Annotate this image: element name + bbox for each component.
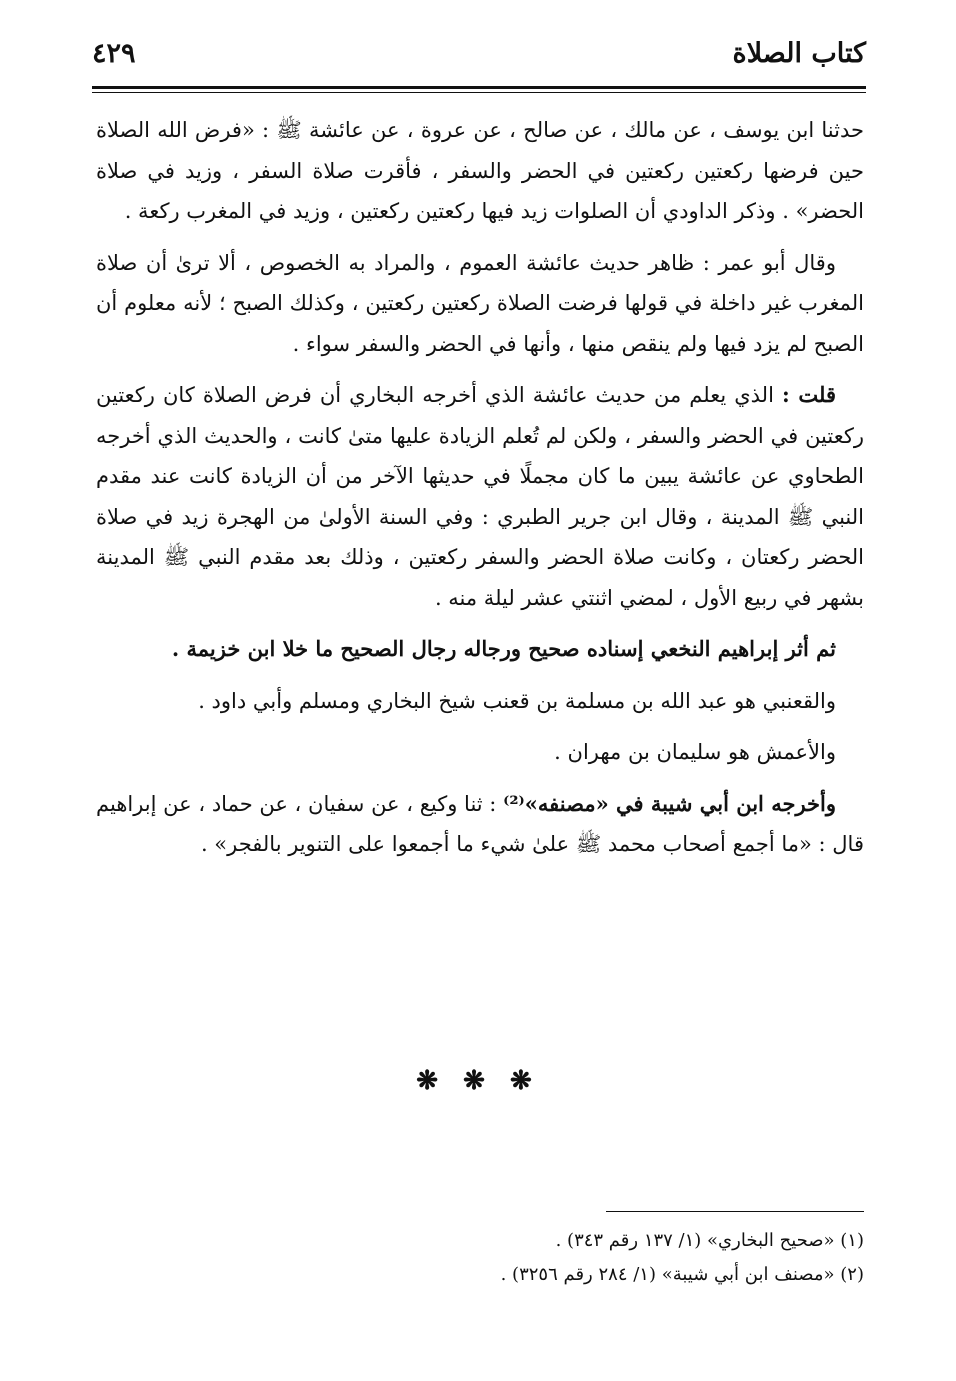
page-header <box>92 38 866 82</box>
running-title: كتاب الصلاة <box>732 38 866 69</box>
paragraph-6: والأعمش هو سليمان بن مهران . <box>554 740 836 764</box>
footnote-rule <box>606 1211 864 1212</box>
paragraph-7-text: : ثنا وكيع ، عن سفيان ، عن حماد ، عن إبراهيم قال : «ما أجمع أصحاب محمد ﷺ علىٰ شيء ما أجمعوا على التنوير بالفجر» . <box>96 791 864 856</box>
main-text <box>96 110 864 876</box>
page-number: ٤٢٩ <box>92 38 136 69</box>
header-rule <box>92 86 866 89</box>
paragraph-2: وقال أبو عمر : ظاهر حديث عائشة العموم ، والمراد به الخصوص ، ألا ترىٰ أن صلاة المغرب غير داخلة في قولها فرضت الصلاة ركعتين ركعتين ، وكذلك الصبح ؛ لأنه معلوم أن الصبح لم يزد فيها ولم ينقص منها ، وأنها في الحضر والسفر سواء . <box>96 250 864 356</box>
paragraph-3-text: الذي يعلم من حديث عائشة الذي أخرجه البخاري أن فرض الصلاة كان ركعتين ركعتين في الحضر والسفر ، ولكن لم تُعلم الزيادة عليها متىٰ كانت ، والحديث الذي أخرجه الطحاوي عن عائشة يبين ما كان مجملًا في حديثها الآخر من أن الزيادة كانت عند مقدم النبي ﷺ المدينة ، وقال ابن جرير الطبري : وفي السنة الأولىٰ من الهجرة زيد في صلاة الحضر ركعتان ، وكانت صلاة الحضر والسفر ركعتين ، وذلك بعد مقدم النبي ﷺ المدينة بشهر في ربيع الأول ، لمضي اثنتي عشر ليلة منه . <box>96 383 864 610</box>
footnote-1: (١) «صحيح البخاري» (١/ ١٣٧ رقم ٣٤٣) . <box>555 1230 864 1251</box>
section-separator: ❋ ❋ ❋ <box>416 1066 540 1096</box>
paragraph-5: والقعنبي هو عبد الله بن مسلمة بن قعنب شيخ البخاري ومسلم وأبي داود . <box>198 688 836 713</box>
header-rule-thin <box>92 92 866 93</box>
footnotes <box>96 1224 864 1292</box>
paragraph-3-lead: قلت : <box>781 382 836 407</box>
paragraph-4: ثم أثر إبراهيم النخعي إسناده صحيح ورجاله رجال الصحيح ما خلا ابن خزيمة . <box>171 636 836 661</box>
footnote-2: (٢) «مصنف ابن أبي شيبة» (١/ ٢٨٤ رقم ٣٢٥٦) . <box>500 1264 864 1285</box>
paragraph-1: حدثنا ابن يوسف ، عن مالك ، عن صالح ، عن عروة ، عن عائشة ﷺ : «فرض الله الصلاة حين فرضها ركعتين ركعتين في الحضر والسفر ، فأقرت صلاة السفر ، وزيد في صلاة الحضر» . وذكر الداودي أن الصلوات زيد فيها ركعتين ركعتين ، وزيد في المغرب ركعة . <box>96 118 864 223</box>
paragraph-7-lead: وأخرجه ابن أبي شيبة في «مصنفه»⁽²⁾ <box>503 790 836 816</box>
paragraph-3 <box>96 375 864 618</box>
paragraph-7 <box>96 784 864 865</box>
